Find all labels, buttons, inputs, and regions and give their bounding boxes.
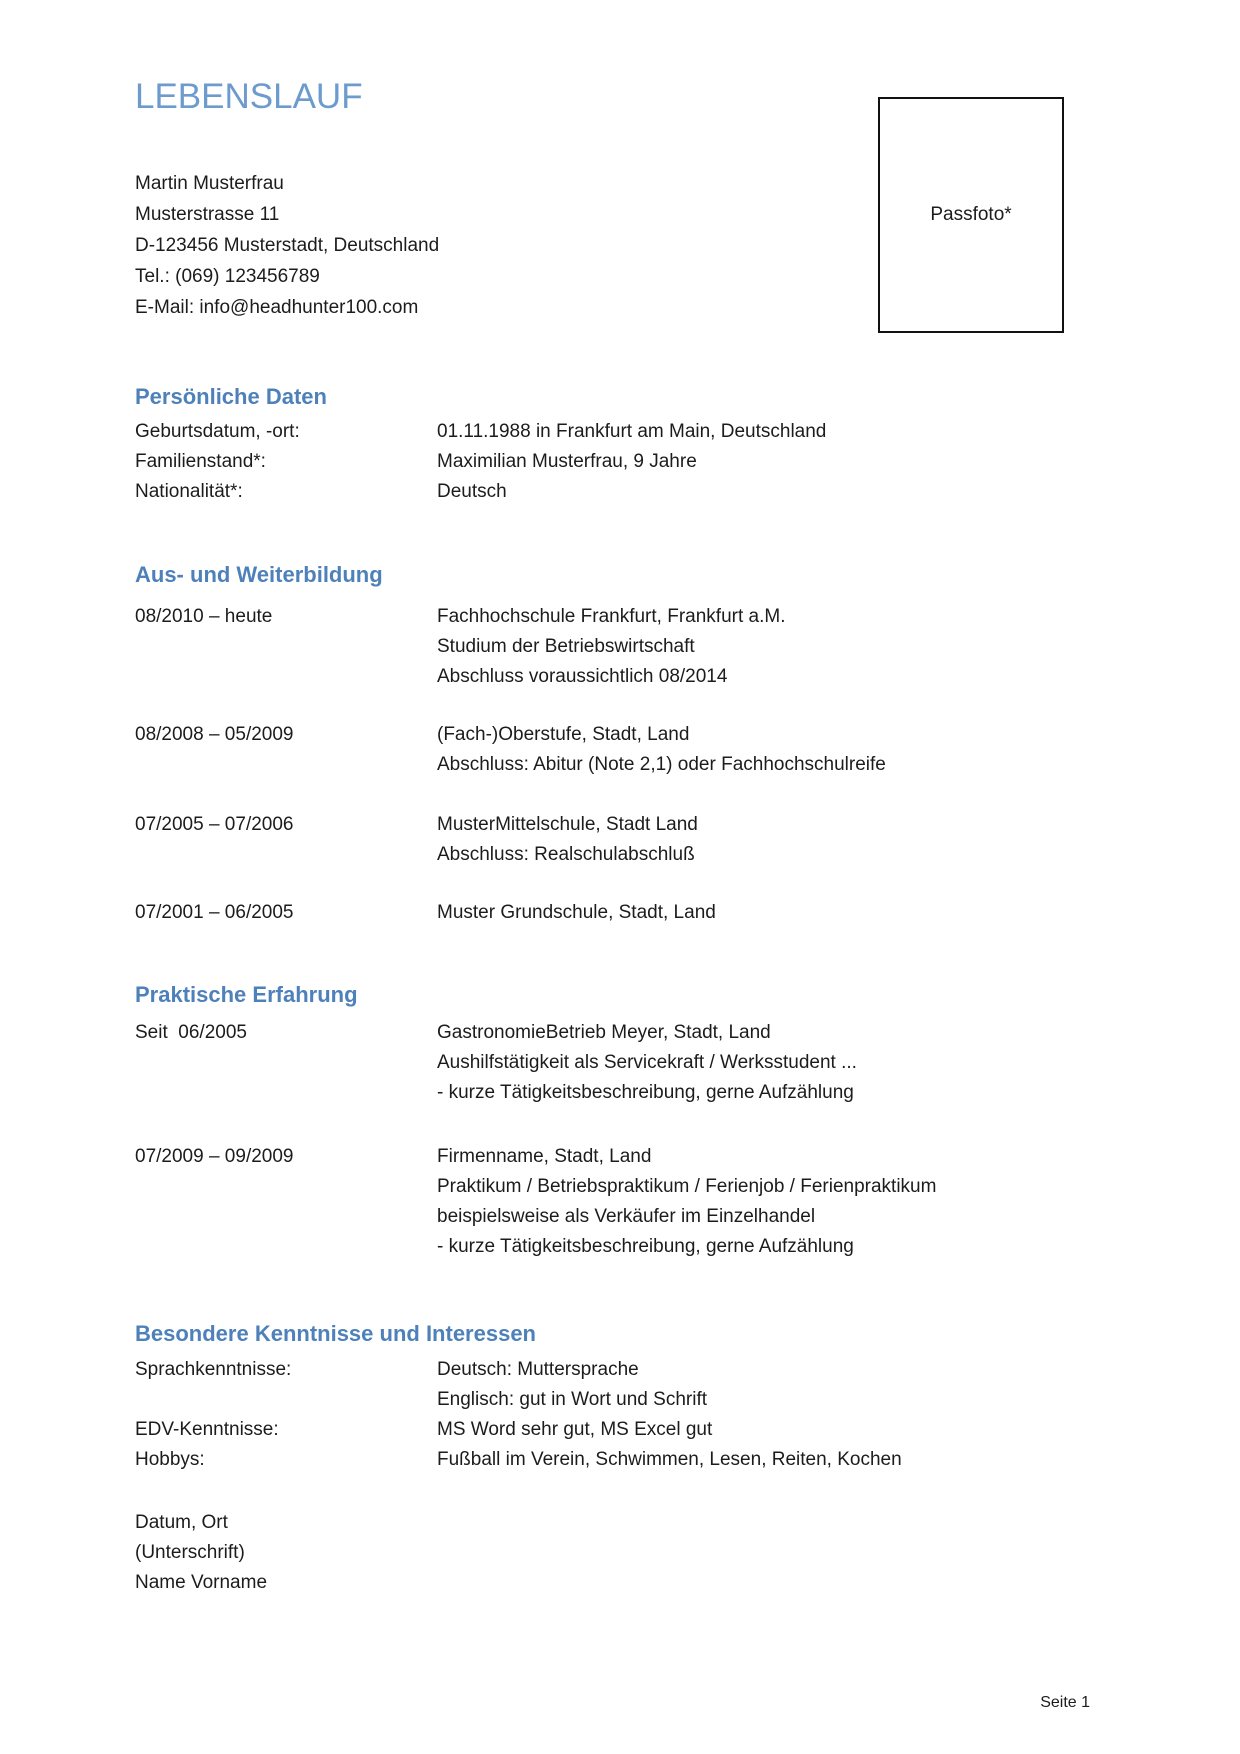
- section-experience: [135, 983, 1105, 1262]
- entry-line: Fachhochschule Frankfurt, Frankfurt a.M.: [437, 606, 786, 627]
- entry-period: 08/2010 – heute: [135, 606, 273, 627]
- personal-row-birth: [135, 417, 1105, 447]
- entry-line: - kurze Tätigkeitsbeschreibung, gerne Aufzählung: [437, 1082, 854, 1103]
- signature-block: [135, 1508, 1105, 1598]
- contact-city: D-123456 Musterstadt, Deutschland: [135, 235, 440, 256]
- section-skills: [135, 1322, 1105, 1475]
- entry-line: beispielsweise als Verkäufer im Einzelhandel: [437, 1206, 816, 1227]
- section-heading-personal: Persönliche Daten: [135, 384, 327, 409]
- row-value: MS Word sehr gut, MS Excel gut: [437, 1419, 713, 1440]
- row-value: 01.11.1988 in Frankfurt am Main, Deutschland: [437, 421, 827, 442]
- entry-line: Studium der Betriebswirtschaft: [437, 636, 695, 657]
- entry-line: Abschluss voraussichtlich 08/2014: [437, 666, 728, 687]
- entry-period: Seit 06/2005: [135, 1022, 247, 1043]
- entry-details: [437, 1142, 1105, 1262]
- experience-entry: [135, 1142, 1105, 1262]
- education-entry: [135, 898, 1105, 928]
- entry-details: [437, 1018, 1105, 1108]
- section-heading-skills: Besondere Kenntnisse und Interessen: [135, 1321, 536, 1346]
- skills-row-edv: [135, 1415, 1105, 1445]
- row-label: Hobbys:: [135, 1449, 205, 1470]
- row-label: Geburtsdatum, -ort:: [135, 421, 300, 442]
- personal-rows: [135, 417, 1105, 507]
- contact-name: Martin Musterfrau: [135, 173, 284, 194]
- entry-line: Abschluss: Realschulabschluß: [437, 844, 695, 865]
- signature-date-place: Datum, Ort: [135, 1512, 228, 1533]
- contact-email: E-Mail: info@headhunter100.com: [135, 297, 419, 318]
- skills-rows: [135, 1355, 1105, 1475]
- passfoto-label: Passfoto*: [930, 204, 1012, 225]
- entry-period: 08/2008 – 05/2009: [135, 724, 294, 745]
- entry-line: Firmenname, Stadt, Land: [437, 1146, 652, 1167]
- entry-period: 07/2001 – 06/2005: [135, 902, 294, 923]
- experience-entry: [135, 1018, 1105, 1108]
- row-label: Familienstand*:: [135, 451, 266, 472]
- row-value: Englisch: gut in Wort und Schrift: [437, 1389, 707, 1410]
- document-title: LEBENSLAUF: [135, 77, 363, 116]
- signature-name: Name Vorname: [135, 1572, 268, 1593]
- row-value: Deutsch: [437, 481, 507, 502]
- row-label: EDV-Kenntnisse:: [135, 1419, 279, 1440]
- entry-period: 07/2005 – 07/2006: [135, 814, 294, 835]
- education-entry: [135, 810, 1105, 870]
- skills-row-hobbys: [135, 1445, 1105, 1475]
- entry-line: MusterMittelschule, Stadt Land: [437, 814, 698, 835]
- signature-label: (Unterschrift): [135, 1542, 245, 1563]
- entry-details: [437, 898, 1105, 928]
- entry-details: [437, 602, 1105, 692]
- row-value: Fußball im Verein, Schwimmen, Lesen, Reiten, Kochen: [437, 1449, 902, 1470]
- entry-line: Abschluss: Abitur (Note 2,1) oder Fachhochschulreife: [437, 754, 886, 775]
- row-label: [135, 1385, 437, 1415]
- row-value: Maximilian Musterfrau, 9 Jahre: [437, 451, 697, 472]
- skills-row-languages-2: [135, 1385, 1105, 1415]
- personal-row-nationality: [135, 477, 1105, 507]
- entry-line: (Fach-)Oberstufe, Stadt, Land: [437, 724, 690, 745]
- entry-line: GastronomieBetrieb Meyer, Stadt, Land: [437, 1022, 771, 1043]
- section-education: [135, 563, 1105, 928]
- contact-street: Musterstrasse 11: [135, 204, 280, 225]
- section-heading-education: Aus- und Weiterbildung: [135, 562, 383, 587]
- entry-details: [437, 810, 1105, 870]
- row-label: Sprachkenntnisse:: [135, 1359, 292, 1380]
- row-label: Nationalität*:: [135, 481, 243, 502]
- section-heading-experience: Praktische Erfahrung: [135, 982, 358, 1007]
- entry-line: Aushilfstätigkeit als Servicekraft / Werksstudent ...: [437, 1052, 857, 1073]
- page-number: Seite 1: [1040, 1694, 1090, 1711]
- contact-phone: Tel.: (069) 123456789: [135, 266, 320, 287]
- personal-row-family: [135, 447, 1105, 477]
- education-entry: [135, 720, 1105, 780]
- entry-line: - kurze Tätigkeitsbeschreibung, gerne Aufzählung: [437, 1236, 854, 1257]
- passfoto-placeholder-box: [878, 97, 1064, 333]
- entry-period: 07/2009 – 09/2009: [135, 1146, 294, 1167]
- entry-line: Praktikum / Betriebspraktikum / Ferienjob / Ferienpraktikum: [437, 1176, 937, 1197]
- education-entry: [135, 602, 1105, 692]
- entry-line: Muster Grundschule, Stadt, Land: [437, 902, 716, 923]
- row-value: Deutsch: Muttersprache: [437, 1359, 639, 1380]
- entry-details: [437, 720, 1105, 780]
- section-personal-data: [135, 385, 1105, 507]
- skills-row-languages: [135, 1355, 1105, 1385]
